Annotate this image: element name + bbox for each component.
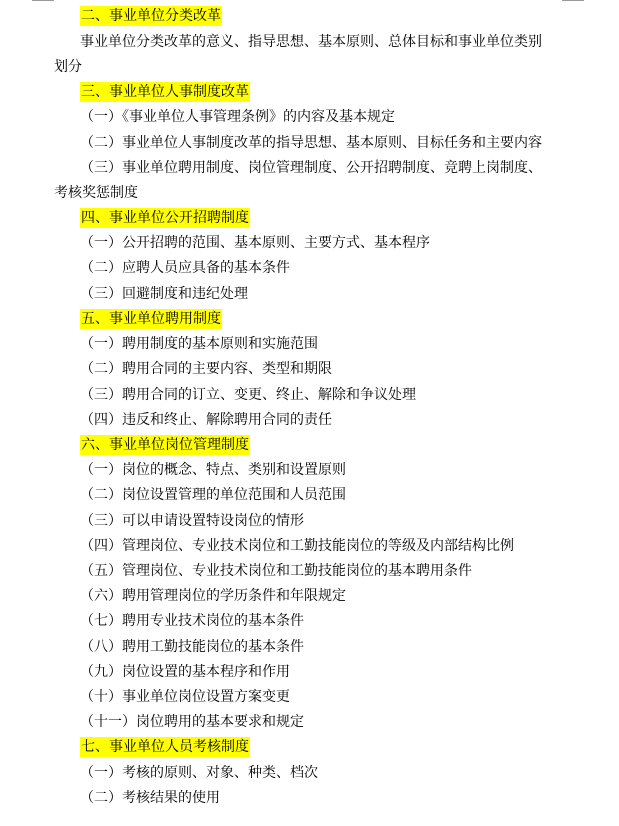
list-item: （九）岗位设置的基本程序和作用 (80, 664, 290, 680)
list-item: （七）聘用专业技术岗位的基本条件 (80, 613, 304, 629)
list-item-continuation: 考核奖惩制度 (54, 185, 138, 201)
list-item: （二）事业单位人事制度改革的指导思想、基本原则、目标任务和主要内容 (80, 135, 542, 151)
list-item: （三）回避制度和违纪处理 (80, 286, 248, 302)
list-item: （四）违反和终止、解除聘用合同的责任 (80, 412, 332, 428)
section-heading-2: 二、事业单位分类改革 (81, 8, 221, 24)
list-item: （三）事业单位聘用制度、岗位管理制度、公开招聘制度、竞聘上岗制度、 (80, 160, 542, 176)
list-item: （三）聘用合同的订立、变更、终止、解除和争议处理 (80, 387, 416, 403)
section-heading-3: 三、事业单位人事制度改革 (81, 84, 249, 100)
section-heading-7: 七、事业单位人员考核制度 (81, 739, 249, 755)
list-item: （一）岗位的概念、特点、类别和设置原则 (80, 462, 346, 478)
page-corner-mark-right (562, 0, 584, 1)
section-heading-4: 四、事业单位公开招聘制度 (81, 210, 249, 226)
section-heading-5: 五、事业单位聘用制度 (81, 311, 221, 327)
list-item: （三）可以申请设置特设岗位的情形 (80, 513, 304, 529)
list-item: （一）《事业单位人事管理条例》的内容及基本规定 (80, 109, 395, 125)
list-item: （十）事业单位岗位设置方案变更 (80, 689, 290, 705)
list-item: （六）聘用管理岗位的学历条件和年限规定 (80, 588, 346, 604)
list-item: （二）考核结果的使用 (80, 790, 220, 806)
list-item: （一）聘用制度的基本原则和实施范围 (80, 336, 318, 352)
list-item: （二）岗位设置管理的单位范围和人员范围 (80, 487, 346, 503)
page-corner-mark-left (32, 0, 54, 1)
list-item: （一）考核的原则、对象、种类、档次 (80, 765, 318, 781)
section-paragraph-continuation: 划分 (54, 59, 82, 75)
list-item: （四）管理岗位、专业技术岗位和工勤技能岗位的等级及内部结构比例 (80, 538, 514, 554)
list-item: （二）应聘人员应具备的基本条件 (80, 260, 290, 276)
section-heading-6: 六、事业单位岗位管理制度 (81, 437, 249, 453)
list-item: （一）公开招聘的范围、基本原则、主要方式、基本程序 (80, 235, 430, 251)
list-item: （二）聘用合同的主要内容、类型和期限 (80, 361, 332, 377)
list-item: （八）聘用工勤技能岗位的基本条件 (80, 639, 304, 655)
list-item: （十一）岗位聘用的基本要求和规定 (80, 714, 304, 730)
section-paragraph: 事业单位分类改革的意义、指导思想、基本原则、总体目标和事业单位类别 (80, 34, 542, 50)
list-item: （五）管理岗位、专业技术岗位和工勤技能岗位的基本聘用条件 (80, 563, 472, 579)
